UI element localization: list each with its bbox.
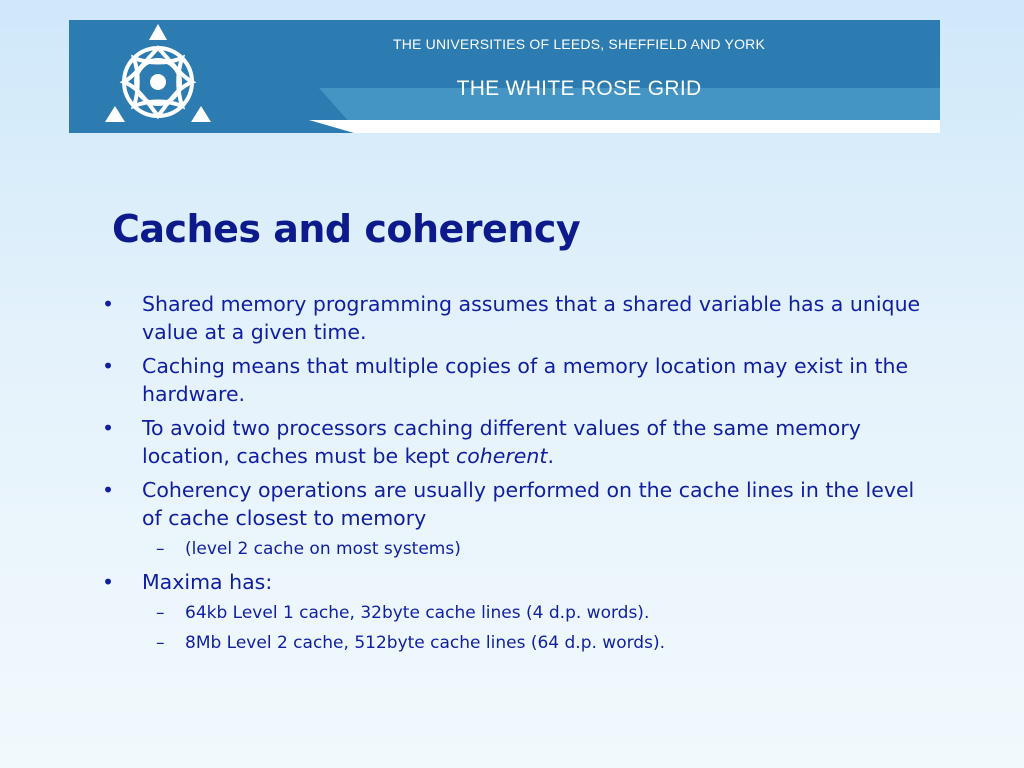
sub-bullet-text: 8Mb Level 2 cache, 512byte cache lines (64 d.p. words). — [185, 633, 665, 653]
sub-bullet-marker: – — [156, 539, 165, 559]
bullet-text: Coherency operations are usually performed on the cache lines in the level of cache closest to memory — [142, 478, 915, 530]
bullet-text: Shared memory programming assumes that a shared variable has a unique value at a given time. — [142, 292, 921, 344]
banner-divider — [309, 120, 940, 133]
bullet-text: Maxima has: — [142, 570, 273, 594]
bullet-item — [100, 352, 940, 408]
bullet-item — [100, 476, 940, 532]
bullet-marker: • — [102, 292, 115, 316]
bullet-text: Caching means that multiple copies of a memory location may exist in the hardware. — [142, 354, 909, 406]
sub-bullet-text: (level 2 cache on most systems) — [185, 539, 461, 559]
bullet-marker: • — [102, 478, 115, 502]
sub-bullet-marker: – — [156, 603, 165, 623]
bullet-item — [100, 568, 940, 596]
bullet-marker: • — [102, 354, 115, 378]
bullet-marker: • — [102, 570, 115, 594]
bullet-item — [100, 290, 940, 346]
sub-bullet-marker: – — [156, 633, 165, 653]
emphasis-text: coherent — [455, 444, 548, 468]
sub-bullet-text: 64kb Level 1 cache, 32byte cache lines (4 d.p. words). — [185, 603, 650, 623]
bullet-marker: • — [102, 416, 115, 440]
bullet-text-end: . — [547, 444, 554, 468]
sub-bullet-item — [100, 600, 940, 626]
bullet-text: To avoid two processors caching different values of the same memory location, caches must be kept — [142, 416, 861, 468]
bullet-item — [100, 414, 940, 470]
white-rose-grid-logo-icon — [97, 22, 219, 130]
sub-bullet-item — [100, 630, 940, 656]
header-banner — [69, 20, 940, 133]
slide-title: Caches and coherency — [112, 207, 581, 251]
sub-bullet-item — [100, 536, 940, 562]
banner-universities-text: THE UNIVERSITIES OF LEEDS, SHEFFIELD AND YORK — [392, 36, 766, 52]
banner-grid-name-text: THE WHITE ROSE GRID — [456, 77, 702, 100]
bullet-list — [100, 290, 940, 662]
